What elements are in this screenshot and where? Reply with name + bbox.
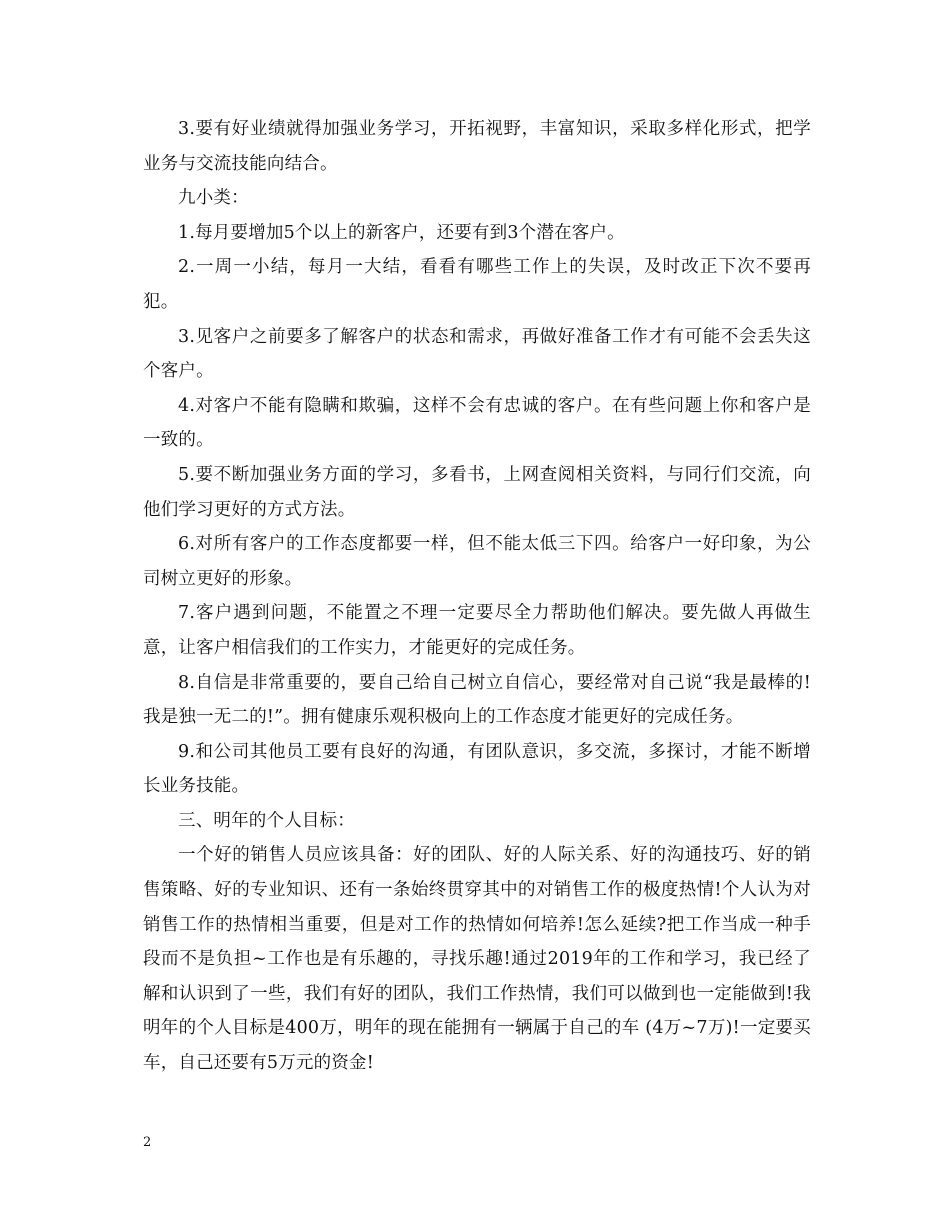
list-item: 1.每月要增加5个以上的新客户，还要有到3个潜在客户。 [178,222,625,243]
paragraph-personal-goals: 一个好的销售人员应该具备：好的团队、好的人际关系、好的沟通技巧、好的销售策略、好的专业知识、还有一条始终贯穿其中的对销售工作的极度热情!个人认为对销售工作的热情相当重要，但是对工作的热情如何培养!怎么延续?把工作当成一种手段而不是负担~工作也是有乐趣的，寻找乐趣!通过2019年的工作和学习，我已经了解和认识到了一些，我们有好的团队，我们工作热情，我们可以做到也一定能做到!我明年的个人目标是400万，明年的现在能拥有一辆属于自己的车 (4万~7万)!一定要买车，自己还要有5万元的资金! [143,845,811,1074]
section-heading-nine-items: 九小类： [178,188,249,209]
list-item: 9.和公司其他员工要有良好的沟通，有团队意识，多交流，多探讨，才能不断增长业务技能。 [143,741,811,797]
list-item: 2.一周一小结，每月一大结，看看有哪些工作上的失误，及时改正下次不要再犯。 [143,257,811,312]
list-item: 3.见客户之前要多了解客户的状态和需求，再做好准备工作才有可能不会丢失这个客户。 [143,326,811,382]
paragraph-goal-3: 3.要有好业绩就得加强业务学习，开拓视野，丰富知识，采取多样化形式，把学业务与交流技能向结合。 [143,119,811,174]
section-heading-personal-goals: 三、明年的个人目标： [178,810,355,831]
list-item: 5.要不断加强业务方面的学习，多看书，上网查阅相关资料，与同行们交流，向他们学习更好的方式方法。 [143,464,811,520]
list-item: 7.客户遇到问题，不能置之不理一定要尽全力帮助他们解决。要先做人再做生意，让客户相信我们的工作实力，才能更好的完成任务。 [143,603,811,658]
list-item: 6.对所有客户的工作态度都要一样，但不能太低三下四。给客户一好印象，为公司树立更好的形象。 [143,534,811,589]
list-item: 4.对客户不能有隐瞒和欺骗，这样不会有忠诚的客户。在有些问题上你和客户是一致的。 [143,395,811,451]
page-number: 2 [143,1135,152,1150]
list-item: 8.自信是非常重要的，要自己给自己树立自信心，要经常对自己说“我是最棒的!我是独一无二的!”。拥有健康乐观积极向上的工作态度才能更好的完成任务。 [143,672,811,728]
document-body [143,112,811,1081]
